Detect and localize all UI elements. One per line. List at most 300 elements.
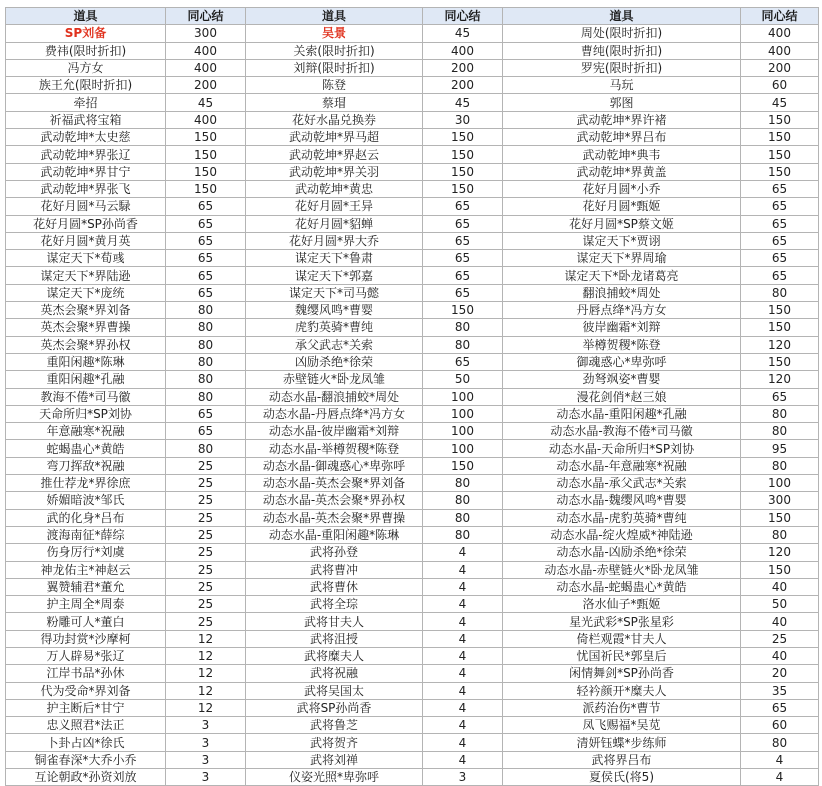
item-name-cell-col-1: 护主断后*甘宁	[6, 699, 166, 716]
item-name-cell-col-3: 举樽贺稷*陈登	[503, 336, 741, 353]
item-name-cell-col-1: 花好月圆*SP孙尚香	[6, 215, 166, 232]
points-cell-col-3: 400	[741, 42, 819, 59]
table-row	[6, 699, 819, 716]
item-name-cell-col-2: 赤壁链火*卧龙凤雏	[246, 371, 423, 388]
table-body	[6, 25, 819, 786]
points-cell-col-2: 100	[423, 405, 503, 422]
item-name-cell-col-3: 闲情舞剑*SP孙尚香	[503, 665, 741, 682]
points-cell-col-1: 25	[166, 475, 246, 492]
points-cell-col-1: 65	[166, 284, 246, 301]
item-name-cell-col-2: 武将全琮	[246, 596, 423, 613]
table-row	[6, 94, 819, 111]
points-cell-col-2: 4	[423, 665, 503, 682]
item-name-cell-col-1: 武动乾坤*界张飞	[6, 180, 166, 197]
points-cell-col-2: 150	[423, 129, 503, 146]
points-cell-col-1: 25	[166, 526, 246, 543]
points-cell-col-3: 65	[741, 180, 819, 197]
item-name-cell-col-1: 蛇蝎蛊心*黄皓	[6, 440, 166, 457]
item-name-cell-col-1: 重阳闲趣*陈琳	[6, 353, 166, 370]
item-name-cell-col-3: 倚栏观霞*甘夫人	[503, 630, 741, 647]
item-name-cell-col-3: 动态水晶-魏缨风鸣*曹婴	[503, 492, 741, 509]
points-cell-col-3: 65	[741, 388, 819, 405]
table-row	[6, 111, 819, 128]
item-name-cell-col-1: 天命所归*SP刘协	[6, 405, 166, 422]
points-cell-col-2: 150	[423, 302, 503, 319]
points-cell-col-3: 4	[741, 769, 819, 786]
item-name-cell-col-2: 动态水晶-翻浪捕蛟*周处	[246, 388, 423, 405]
item-name-cell-col-3: 马玩	[503, 77, 741, 94]
table-row	[6, 717, 819, 734]
item-name-cell-col-1: 重阳闲趣*孔融	[6, 371, 166, 388]
points-cell-col-3: 80	[741, 423, 819, 440]
points-cell-col-1: 3	[166, 734, 246, 751]
points-cell-col-2: 80	[423, 475, 503, 492]
item-name-cell-col-2: 武将SP孙尚香	[246, 699, 423, 716]
points-cell-col-2: 30	[423, 111, 503, 128]
points-cell-col-2: 65	[423, 267, 503, 284]
points-cell-col-2: 4	[423, 561, 503, 578]
table-row	[6, 77, 819, 94]
item-name-cell-col-2: 武将甘夫人	[246, 613, 423, 630]
points-cell-col-3: 40	[741, 578, 819, 595]
item-name-cell-col-1: 娇媚暗波*邹氏	[6, 492, 166, 509]
points-cell-col-1: 25	[166, 613, 246, 630]
item-name-cell-col-3: 劲弩飒姿*曹婴	[503, 371, 741, 388]
points-cell-col-3: 150	[741, 561, 819, 578]
item-name-cell-col-1: 弯刀挥敌*祝融	[6, 457, 166, 474]
header-points-col-1: 同心结	[166, 8, 246, 25]
points-cell-col-1: 12	[166, 630, 246, 647]
points-cell-col-1: 65	[166, 267, 246, 284]
points-cell-col-1: 80	[166, 353, 246, 370]
item-name-cell-col-2: 动态水晶-御魂惑心*卑弥呼	[246, 457, 423, 474]
points-cell-col-2: 4	[423, 613, 503, 630]
item-name-cell-col-3: 夏侯氏(将5)	[503, 769, 741, 786]
item-name-cell-col-3: 花好月圆*SP蔡文姬	[503, 215, 741, 232]
item-name-cell-col-2: 武动乾坤*黄忠	[246, 180, 423, 197]
table-row	[6, 475, 819, 492]
points-cell-col-1: 65	[166, 250, 246, 267]
points-cell-col-1: 65	[166, 232, 246, 249]
table-row	[6, 630, 819, 647]
item-name-cell-col-2: 动态水晶-英杰会聚*界曹操	[246, 509, 423, 526]
item-name-cell-col-1: 得功封赏*沙摩柯	[6, 630, 166, 647]
exchange-price-table	[5, 7, 819, 786]
item-name-cell-col-2: 武将祝融	[246, 665, 423, 682]
points-cell-col-3: 40	[741, 613, 819, 630]
points-cell-col-1: 400	[166, 59, 246, 76]
points-cell-col-2: 80	[423, 526, 503, 543]
item-name-cell-col-1: 武动乾坤*太史慈	[6, 129, 166, 146]
points-cell-col-2: 4	[423, 544, 503, 561]
item-name-cell-col-3: 武动乾坤*界黄盖	[503, 163, 741, 180]
item-name-cell-col-1: 渡海南征*薛综	[6, 526, 166, 543]
points-cell-col-1: 150	[166, 146, 246, 163]
item-name-cell-col-2: 武将吴国太	[246, 682, 423, 699]
points-cell-col-3: 60	[741, 77, 819, 94]
item-name-cell-col-1: 英杰会聚*界曹操	[6, 319, 166, 336]
item-name-cell-col-1: 教海不倦*司马徽	[6, 388, 166, 405]
points-cell-col-3: 65	[741, 250, 819, 267]
table-row	[6, 42, 819, 59]
points-cell-col-3: 150	[741, 319, 819, 336]
item-name-cell-col-1: 谋定天下*荀彧	[6, 250, 166, 267]
points-cell-col-1: 25	[166, 457, 246, 474]
item-name-cell-col-2: 武将孙登	[246, 544, 423, 561]
item-name-cell-col-1: 花好月圆*马云騄	[6, 198, 166, 215]
points-cell-col-3: 65	[741, 198, 819, 215]
points-cell-col-2: 65	[423, 353, 503, 370]
item-name-cell-col-3: 动态水晶-绽火煌威*神陆逊	[503, 526, 741, 543]
points-cell-col-2: 150	[423, 180, 503, 197]
points-cell-col-1: 400	[166, 42, 246, 59]
points-cell-col-1: 12	[166, 647, 246, 664]
points-cell-col-2: 100	[423, 423, 503, 440]
points-cell-col-1: 150	[166, 180, 246, 197]
table-row	[6, 423, 819, 440]
item-name-cell-col-2: 武动乾坤*界关羽	[246, 163, 423, 180]
table-row	[6, 319, 819, 336]
points-cell-col-3: 150	[741, 146, 819, 163]
table-row	[6, 682, 819, 699]
points-cell-col-3: 65	[741, 232, 819, 249]
item-name-cell-col-1: 万人辟易*张辽	[6, 647, 166, 664]
item-name-cell-col-1: 伤身厉行*刘虞	[6, 544, 166, 561]
points-cell-col-3: 80	[741, 457, 819, 474]
item-name-cell-col-1: 江岸书品*孙休	[6, 665, 166, 682]
points-cell-col-1: 12	[166, 665, 246, 682]
item-name-cell-col-1: 神龙佑主*神赵云	[6, 561, 166, 578]
table-row	[6, 59, 819, 76]
points-cell-col-1: 25	[166, 492, 246, 509]
points-cell-col-1: 3	[166, 717, 246, 734]
points-cell-col-3: 80	[741, 526, 819, 543]
item-name-cell-col-2: 花好月圆*界大乔	[246, 232, 423, 249]
item-name-cell-col-1: 武动乾坤*界张辽	[6, 146, 166, 163]
item-name-cell-col-1: 英杰会聚*界刘备	[6, 302, 166, 319]
item-name-cell-col-3: 动态水晶-蛇蝎蛊心*黄皓	[503, 578, 741, 595]
table-row	[6, 526, 819, 543]
item-name-cell-col-1: 翼赞辅君*董允	[6, 578, 166, 595]
item-name-cell-col-1: 铜雀春深*大乔小乔	[6, 751, 166, 768]
points-cell-col-1: 80	[166, 319, 246, 336]
points-cell-col-3: 100	[741, 475, 819, 492]
item-name-cell-col-3: 武动乾坤*界吕布	[503, 129, 741, 146]
item-name-cell-col-2: 蔡瑁	[246, 94, 423, 111]
table-row	[6, 129, 819, 146]
item-name-cell-col-2: 动态水晶-举樽贺稷*陈登	[246, 440, 423, 457]
item-name-cell-col-1: 祈福武将宝箱	[6, 111, 166, 128]
points-cell-col-3: 40	[741, 647, 819, 664]
points-cell-col-1: 25	[166, 596, 246, 613]
points-cell-col-2: 4	[423, 699, 503, 716]
item-name-cell-col-1: 护主周全*周泰	[6, 596, 166, 613]
item-name-cell-col-1: 推仕荐龙*界徐庶	[6, 475, 166, 492]
points-cell-col-2: 65	[423, 284, 503, 301]
points-cell-col-2: 4	[423, 682, 503, 699]
item-name-cell-col-3: 星光武彩*SP张星彩	[503, 613, 741, 630]
points-cell-col-2: 45	[423, 25, 503, 42]
points-cell-col-1: 25	[166, 561, 246, 578]
points-cell-col-1: 25	[166, 578, 246, 595]
points-cell-col-1: 80	[166, 336, 246, 353]
table-row	[6, 371, 819, 388]
points-cell-col-3: 60	[741, 717, 819, 734]
table-row	[6, 492, 819, 509]
item-name-cell-col-3: 武动乾坤*典韦	[503, 146, 741, 163]
points-cell-col-3: 120	[741, 336, 819, 353]
points-cell-col-3: 95	[741, 440, 819, 457]
item-name-cell-col-1: 武的化身*吕布	[6, 509, 166, 526]
header-item-col-1: 道具	[6, 8, 166, 25]
item-name-cell-col-3: 武将界吕布	[503, 751, 741, 768]
item-name-cell-col-1: 英杰会聚*界孙权	[6, 336, 166, 353]
header-item-col-2: 道具	[246, 8, 423, 25]
item-name-cell-col-2: 凶励杀绝*徐荣	[246, 353, 423, 370]
item-name-cell-col-1: 代为受命*界刘备	[6, 682, 166, 699]
points-cell-col-3: 65	[741, 699, 819, 716]
item-name-cell-col-2: 动态水晶-英杰会聚*界孙权	[246, 492, 423, 509]
points-cell-col-3: 150	[741, 111, 819, 128]
item-name-cell-col-2: 武动乾坤*界马超	[246, 129, 423, 146]
item-name-cell-col-1: 武动乾坤*界甘宁	[6, 163, 166, 180]
points-cell-col-3: 65	[741, 267, 819, 284]
item-name-cell-col-3: 曹纯(限时折扣)	[503, 42, 741, 59]
item-name-cell-col-3: 谋定天下*卧龙诸葛亮	[503, 267, 741, 284]
points-cell-col-1: 12	[166, 682, 246, 699]
table-row	[6, 405, 819, 422]
table-row	[6, 596, 819, 613]
points-cell-col-3: 400	[741, 25, 819, 42]
header-item-col-3: 道具	[503, 8, 741, 25]
item-name-cell-col-1: 费祎(限时折扣)	[6, 42, 166, 59]
item-name-cell-col-3: 罗宪(限时折扣)	[503, 59, 741, 76]
item-name-cell-col-2: 花好水晶兑换券	[246, 111, 423, 128]
item-name-cell-col-1: 冯方女	[6, 59, 166, 76]
item-name-cell-col-1: 互论朝政*孙资刘放	[6, 769, 166, 786]
item-name-cell-col-1: 卜卦占凶*徐氏	[6, 734, 166, 751]
points-cell-col-1: 25	[166, 544, 246, 561]
points-cell-col-2: 4	[423, 751, 503, 768]
item-name-cell-col-1: 忠义照君*法正	[6, 717, 166, 734]
points-cell-col-3: 65	[741, 215, 819, 232]
item-name-cell-col-3: 郭图	[503, 94, 741, 111]
points-cell-col-2: 100	[423, 388, 503, 405]
points-cell-col-3: 4	[741, 751, 819, 768]
header-points-col-3: 同心结	[741, 8, 819, 25]
points-cell-col-3: 150	[741, 353, 819, 370]
points-cell-col-3: 150	[741, 509, 819, 526]
item-name-cell-col-3: 动态水晶-承父武志*关索	[503, 475, 741, 492]
item-name-cell-col-3: 武动乾坤*界许褚	[503, 111, 741, 128]
item-name-cell-col-2: 关索(限时折扣)	[246, 42, 423, 59]
item-name-cell-col-2: 武将糜夫人	[246, 647, 423, 664]
item-name-cell-col-2: 仪姿光照*卑弥呼	[246, 769, 423, 786]
item-name-cell-col-1: 粉雕可人*董白	[6, 613, 166, 630]
table-row	[6, 578, 819, 595]
item-name-cell-col-2: 谋定天下*司马懿	[246, 284, 423, 301]
item-name-cell-col-2: 动态水晶-丹唇点绛*冯方女	[246, 405, 423, 422]
table-row	[6, 302, 819, 319]
points-cell-col-2: 200	[423, 77, 503, 94]
item-name-cell-col-1: 谋定天下*庞统	[6, 284, 166, 301]
points-cell-col-1: 25	[166, 509, 246, 526]
item-name-cell-col-3: 御魂惑心*卑弥呼	[503, 353, 741, 370]
table-row	[6, 647, 819, 664]
points-cell-col-2: 65	[423, 232, 503, 249]
points-cell-col-1: 65	[166, 215, 246, 232]
table-row	[6, 509, 819, 526]
item-name-cell-col-3: 动态水晶-教海不倦*司马徽	[503, 423, 741, 440]
item-name-cell-col-2: 武将鲁芝	[246, 717, 423, 734]
points-cell-col-1: 150	[166, 163, 246, 180]
points-cell-col-2: 200	[423, 59, 503, 76]
points-cell-col-3: 25	[741, 630, 819, 647]
points-cell-col-3: 80	[741, 405, 819, 422]
item-name-cell-col-2: 武将曹冲	[246, 561, 423, 578]
points-cell-col-3: 300	[741, 492, 819, 509]
item-name-cell-col-2: 承父武志*关索	[246, 336, 423, 353]
table-row	[6, 734, 819, 751]
table-row	[6, 769, 819, 786]
points-cell-col-2: 80	[423, 336, 503, 353]
points-cell-col-2: 4	[423, 717, 503, 734]
points-cell-col-3: 45	[741, 94, 819, 111]
item-name-cell-col-3: 动态水晶-赤壁链火*卧龙凤雏	[503, 561, 741, 578]
item-name-cell-col-1: 花好月圆*黄月英	[6, 232, 166, 249]
points-cell-col-2: 100	[423, 440, 503, 457]
points-cell-col-3: 150	[741, 163, 819, 180]
item-name-cell-col-1: 年意融寒*祝融	[6, 423, 166, 440]
points-cell-col-1: 3	[166, 769, 246, 786]
points-cell-col-2: 4	[423, 578, 503, 595]
table-row	[6, 561, 819, 578]
item-name-cell-col-2: 武动乾坤*界赵云	[246, 146, 423, 163]
points-cell-col-1: 400	[166, 111, 246, 128]
points-cell-col-2: 4	[423, 596, 503, 613]
points-cell-col-1: 45	[166, 94, 246, 111]
item-name-cell-col-3: 漫花剑俏*赵三娘	[503, 388, 741, 405]
table-row	[6, 440, 819, 457]
points-cell-col-2: 4	[423, 630, 503, 647]
points-cell-col-3: 80	[741, 284, 819, 301]
item-name-cell-col-2: 武将沮授	[246, 630, 423, 647]
table-row	[6, 544, 819, 561]
points-cell-col-1: 80	[166, 440, 246, 457]
points-cell-col-1: 200	[166, 77, 246, 94]
table-row	[6, 25, 819, 42]
item-name-cell-col-3: 派药治伤*曹节	[503, 699, 741, 716]
table-row	[6, 232, 819, 249]
item-name-cell-col-3: 动态水晶-年意融寒*祝融	[503, 457, 741, 474]
item-name-cell-col-2: 花好月圆*王异	[246, 198, 423, 215]
table-row	[6, 613, 819, 630]
points-cell-col-1: 65	[166, 198, 246, 215]
table-row	[6, 457, 819, 474]
points-cell-col-1: 65	[166, 423, 246, 440]
item-name-cell-col-2: 动态水晶-彼岸幽霜*刘辩	[246, 423, 423, 440]
table-row	[6, 284, 819, 301]
item-name-cell-col-3: 谋定天下*界周瑜	[503, 250, 741, 267]
table-row	[6, 336, 819, 353]
item-name-cell-col-3: 彼岸幽霜*刘辩	[503, 319, 741, 336]
points-cell-col-2: 4	[423, 647, 503, 664]
points-cell-col-2: 80	[423, 509, 503, 526]
points-cell-col-2: 80	[423, 319, 503, 336]
item-name-cell-col-3: 丹唇点绛*冯方女	[503, 302, 741, 319]
item-name-cell-col-2: 动态水晶-重阳闲趣*陈琳	[246, 526, 423, 543]
item-name-cell-col-1: SP刘备	[6, 25, 166, 42]
item-name-cell-col-3: 洛水仙子*甄姬	[503, 596, 741, 613]
table-row	[6, 267, 819, 284]
item-name-cell-col-2: 武将贺齐	[246, 734, 423, 751]
table-row	[6, 163, 819, 180]
item-name-cell-col-2: 陈登	[246, 77, 423, 94]
item-name-cell-col-2: 武将刘禅	[246, 751, 423, 768]
points-cell-col-2: 400	[423, 42, 503, 59]
points-cell-col-2: 65	[423, 215, 503, 232]
item-name-cell-col-2: 魏缨风鸣*曹婴	[246, 302, 423, 319]
item-name-cell-col-3: 花好月圆*甄姬	[503, 198, 741, 215]
points-cell-col-2: 150	[423, 146, 503, 163]
points-cell-col-3: 200	[741, 59, 819, 76]
header-points-col-2: 同心结	[423, 8, 503, 25]
points-cell-col-2: 4	[423, 734, 503, 751]
points-cell-col-2: 150	[423, 163, 503, 180]
points-cell-col-3: 50	[741, 596, 819, 613]
table-row	[6, 751, 819, 768]
item-name-cell-col-1: 谋定天下*界陆逊	[6, 267, 166, 284]
item-name-cell-col-3: 动态水晶-凶励杀绝*徐荣	[503, 544, 741, 561]
item-name-cell-col-3: 动态水晶-虎豹英骑*曹纯	[503, 509, 741, 526]
table-row	[6, 388, 819, 405]
item-name-cell-col-2: 刘辩(限时折扣)	[246, 59, 423, 76]
points-cell-col-1: 300	[166, 25, 246, 42]
item-name-cell-col-1: 牵招	[6, 94, 166, 111]
table-row	[6, 665, 819, 682]
points-cell-col-3: 80	[741, 734, 819, 751]
points-cell-col-2: 3	[423, 769, 503, 786]
points-cell-col-2: 65	[423, 250, 503, 267]
item-name-cell-col-2: 谋定天下*郭嘉	[246, 267, 423, 284]
table-row	[6, 215, 819, 232]
header-row	[6, 8, 819, 25]
points-cell-col-1: 3	[166, 751, 246, 768]
item-name-cell-col-3: 轻衿颜开*糜夫人	[503, 682, 741, 699]
points-cell-col-3: 120	[741, 544, 819, 561]
item-name-cell-col-3: 凤飞赐福*吴苋	[503, 717, 741, 734]
points-cell-col-2: 150	[423, 457, 503, 474]
points-cell-col-3: 150	[741, 129, 819, 146]
item-name-cell-col-3: 谋定天下*贾诩	[503, 232, 741, 249]
item-name-cell-col-3: 动态水晶-天命所归*SP刘协	[503, 440, 741, 457]
table-row	[6, 353, 819, 370]
item-name-cell-col-2: 谋定天下*鲁肃	[246, 250, 423, 267]
table-row	[6, 250, 819, 267]
item-name-cell-col-2: 武将曹休	[246, 578, 423, 595]
item-name-cell-col-3: 清妍钰蝶*步练师	[503, 734, 741, 751]
points-cell-col-3: 150	[741, 302, 819, 319]
item-name-cell-col-1: 族王允(限时折扣)	[6, 77, 166, 94]
points-cell-col-2: 45	[423, 94, 503, 111]
points-cell-col-2: 50	[423, 371, 503, 388]
points-cell-col-3: 20	[741, 665, 819, 682]
item-name-cell-col-2: 吴景	[246, 25, 423, 42]
item-name-cell-col-3: 动态水晶-重阳闲趣*孔融	[503, 405, 741, 422]
points-cell-col-1: 150	[166, 129, 246, 146]
points-cell-col-1: 80	[166, 388, 246, 405]
points-cell-col-3: 35	[741, 682, 819, 699]
